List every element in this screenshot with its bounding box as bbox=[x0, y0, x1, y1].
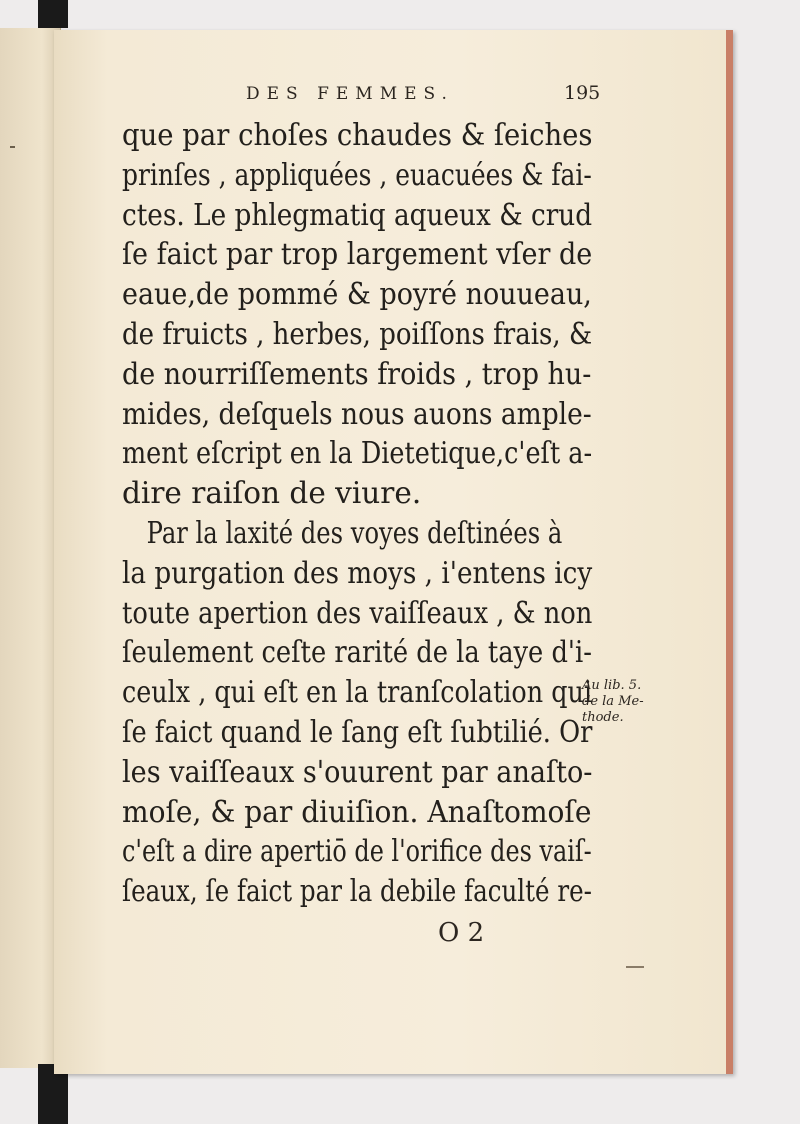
marginal-note-line: de la Me- bbox=[582, 694, 644, 709]
signature-mark: O 2 bbox=[438, 918, 485, 948]
page-number: 195 bbox=[564, 82, 601, 104]
text-line: eaue,de pommé & poyré nouueau, bbox=[122, 277, 592, 312]
text-line: ctes. Le phlegmatiq aqueux & crud bbox=[122, 197, 593, 232]
marginal-note-line: thode. bbox=[582, 710, 624, 725]
text-line: ſeulement ceſte rarité de la taye d'i- bbox=[122, 635, 592, 670]
text-line: de nourriſſements froids , trop hu- bbox=[122, 356, 592, 391]
text-line: c'eſt a dire apertiō de l'orifice des vaiſ- bbox=[122, 834, 592, 869]
text-line: prinſes , appliquées , euacuées & fai- bbox=[122, 157, 592, 192]
text-line: moſe, & par diuiſion. Anaſtomoſe bbox=[122, 794, 592, 829]
text-line: Par la laxité des voyes deſtinées à bbox=[146, 515, 563, 550]
text-line: ment eſcript en la Dietetique,c'eſt a- bbox=[122, 436, 593, 471]
text-line: de fruicts , herbes, poiſſons frais, & bbox=[122, 316, 593, 351]
body-text bbox=[122, 116, 592, 912]
text-line: dire raiſon de viure. bbox=[122, 476, 422, 511]
marginal-note bbox=[582, 678, 662, 726]
text-line: la purgation des moys , i'entens icy bbox=[122, 555, 593, 590]
text-line: ſe faict par trop largement vſer de bbox=[122, 237, 593, 272]
ink-mark bbox=[10, 146, 15, 148]
text-line: ſeaux, ſe faict par la debile faculté re- bbox=[122, 874, 592, 909]
ink-mark bbox=[626, 966, 644, 968]
running-head: DES FEMMES. bbox=[246, 84, 454, 104]
page-header bbox=[246, 82, 601, 108]
text-line: que par choſes chaudes & ſeiches bbox=[122, 118, 593, 152]
text-line: les vaiſſeaux s'ouurent par anaſto- bbox=[122, 754, 593, 789]
text-line: ſe faict quand le ſang eſt ſubtilié. Or bbox=[122, 714, 593, 749]
marginal-note-line: Au lib. 5. bbox=[582, 678, 642, 693]
bookmark-ribbon-top bbox=[38, 0, 68, 28]
text-line: mides, deſquels nous auons ample- bbox=[122, 396, 592, 431]
text-line: toute apertion des vaiſſeaux , & non bbox=[122, 595, 593, 630]
previous-page-edge bbox=[0, 28, 61, 1068]
text-line: ceulx , qui eſt en la tranſcolation qui bbox=[122, 675, 592, 710]
